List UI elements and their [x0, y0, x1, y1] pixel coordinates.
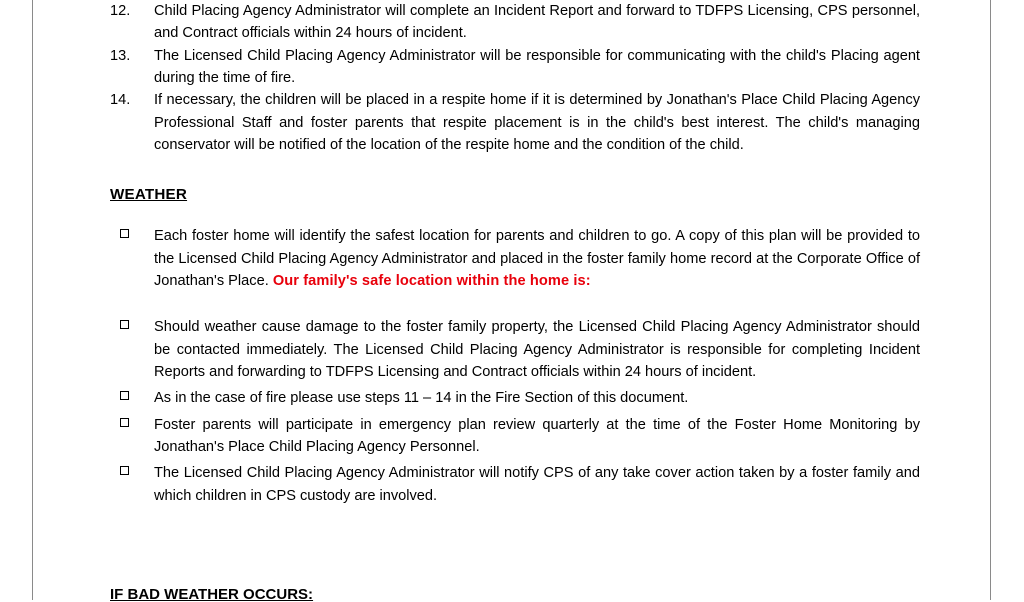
- list-item-text: The Licensed Child Placing Agency Administrator will notify CPS of any take cover action taken by a foster family and which children in CPS custody are involved.: [154, 465, 920, 504]
- page-border-right: [990, 0, 991, 600]
- list-item: [110, 414, 920, 459]
- page-border-left: [32, 0, 33, 600]
- weather-bullet-list: [110, 225, 920, 507]
- page-content: [110, 0, 920, 507]
- list-item: [110, 387, 920, 409]
- list-item-text: Each foster home will identify the safest location for parents and children to go. A copy of this plan will be provided to the Licensed Child Placing Agency Administrator and placed in the foster family home record at the Corporate Office of Jonathan's Place.: [154, 228, 920, 289]
- square-bullet-icon: [120, 418, 129, 427]
- list-item-number: 12.: [110, 3, 131, 19]
- list-item-text: As in the case of fire please use steps 11 – 14 in the Fire Section of this document.: [154, 390, 689, 407]
- list-item-number: 14.: [110, 92, 131, 109]
- highlight-text: Our family's safe location within the home is:: [272, 272, 591, 289]
- list-item-text: Should weather cause damage to the foster family property, the Licensed Child Placing Agency Administrator should be contacted immediately. The Licensed Child Placing Agency Administrator is responsible for completing Incident Reports and forwarding to TDFPS Licensing and Contract officials within 24 hours of incident.: [154, 319, 920, 380]
- list-item: [110, 0, 920, 45]
- list-item-text: The Licensed Child Placing Agency Administrator will be responsible for communicating with the child's Placing agent during the time of fire.: [154, 47, 920, 86]
- list-item: [110, 89, 920, 156]
- square-bullet-icon: [120, 320, 129, 329]
- section-heading-weather: WEATHER: [110, 186, 188, 204]
- square-bullet-icon: [120, 229, 129, 238]
- list-item: [110, 462, 920, 507]
- list-item-text: Child Placing Agency Administrator will complete an Incident Report and forward to TDFPS Licensing, CPS personnel, and Contract officials within 24 hours of incident.: [154, 3, 920, 42]
- list-item: [110, 45, 920, 90]
- list-item-text: If necessary, the children will be placed in a respite home if it is determined by Jonathan's Place Child Placing Agency Professional Staff and foster parents that respite placement is in the child's best interest. The child's managing conservator will be notified of the location of the respite home and the condition of the child.: [154, 92, 920, 153]
- list-item-text: Foster parents will participate in emergency plan review quarterly at the time of the Foster Home Monitoring by Jonathan's Place Child Placing Agency Personnel.: [154, 416, 920, 455]
- list-item: [110, 225, 920, 292]
- list-item-number: 13.: [110, 47, 131, 64]
- subheading-bad-weather: IF BAD WEATHER OCCURS:: [110, 586, 314, 602]
- list-item: [110, 316, 920, 383]
- square-bullet-icon: [120, 391, 129, 400]
- square-bullet-icon: [120, 466, 129, 475]
- numbered-list: [110, 0, 920, 156]
